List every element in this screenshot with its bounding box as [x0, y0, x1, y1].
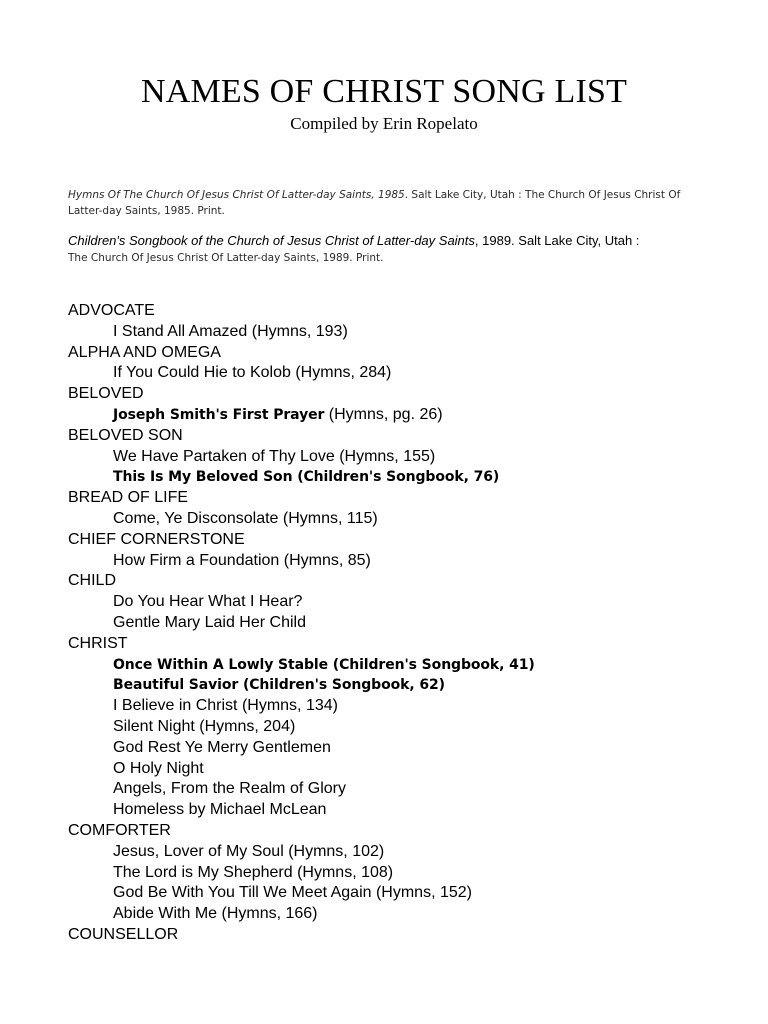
song-reference: (Hymns, pg. 26) [324, 405, 443, 423]
song-entry: We Have Partaken of Thy Love (Hymns, 155) [113, 447, 436, 465]
song-entry: Angels, From the Realm of Glory [113, 780, 346, 798]
song-entry: I Stand All Amazed (Hymns, 193) [113, 322, 348, 340]
song-entry: Jesus, Lover of My Soul (Hymns, 102) [113, 842, 385, 860]
page-subtitle: Compiled by Erin Ropelato [290, 114, 478, 133]
song-entry: Abide With Me (Hymns, 166) [113, 905, 318, 923]
song-entry: Silent Night (Hymns, 204) [113, 717, 296, 735]
song-entry: The Lord is My Shepherd (Hymns, 108) [113, 863, 394, 881]
citation-hymns-title: Hymns Of The Church Of Jesus Christ Of Latter-day Saints, 1985 [68, 189, 405, 201]
song-entry: Do You Hear What I Hear? [113, 593, 303, 611]
song-entry: God Be With You Till We Meet Again (Hymns, 152) [113, 884, 472, 902]
category-heading: BELOVED [68, 385, 144, 403]
category-heading: CHILD [68, 572, 117, 590]
category-heading: CHRIST [68, 634, 128, 652]
category-heading: BELOVED SON [68, 426, 183, 444]
song-entry: I Believe in Christ (Hymns, 134) [113, 697, 338, 715]
song-entry: Once Within A Lowly Stable (Children's Songbook, 41) [113, 656, 535, 673]
song-list [68, 301, 748, 946]
song-entry [68, 405, 748, 426]
song-entry: How Firm a Foundation (Hymns, 85) [113, 551, 371, 569]
category-heading: ALPHA AND OMEGA [68, 343, 221, 361]
category-heading: CHIEF CORNERSTONE [68, 530, 245, 548]
song-entry: God Rest Ye Merry Gentlemen [113, 738, 331, 756]
citation-hymns-rest: . Salt Lake City, Utah : The Church Of Jesus Christ Of Latter-day Saints, 1985. Print. [68, 189, 681, 217]
song-entry: O Holy Night [113, 759, 204, 777]
citation-songbook-rest-inline: , 1989. Salt Lake City, Utah : [474, 233, 640, 248]
song-entry: This Is My Beloved Son (Children's Songbook, 76) [113, 469, 500, 486]
category-heading: COUNSELLOR [68, 925, 179, 943]
song-entry: If You Could Hie to Kolob (Hymns, 284) [113, 364, 392, 382]
category-heading: BREAD OF LIFE [68, 489, 189, 507]
citation-childrens-songbook [68, 233, 708, 266]
category-heading: ADVOCATE [68, 302, 155, 319]
citation-hymns [68, 187, 708, 219]
citation-songbook-title: Children's Songbook of the Church of Jesus Christ of Latter-day Saints [68, 233, 475, 248]
citation-songbook-rest: The Church Of Jesus Christ Of Latter-day Saints, 1989. Print. [68, 252, 384, 264]
song-entry: Homeless by Michael McLean [113, 801, 327, 819]
song-entry: Gentle Mary Laid Her Child [113, 613, 306, 631]
song-entry: Beautiful Savior (Children's Songbook, 62) [113, 677, 445, 694]
song-entry: Come, Ye Disconsolate (Hymns, 115) [113, 509, 378, 527]
category-heading: COMFORTER [68, 821, 171, 839]
song-title: Joseph Smith's First Prayer [113, 406, 325, 423]
page-title: NAMES OF CHRIST SONG LIST [140, 73, 628, 110]
